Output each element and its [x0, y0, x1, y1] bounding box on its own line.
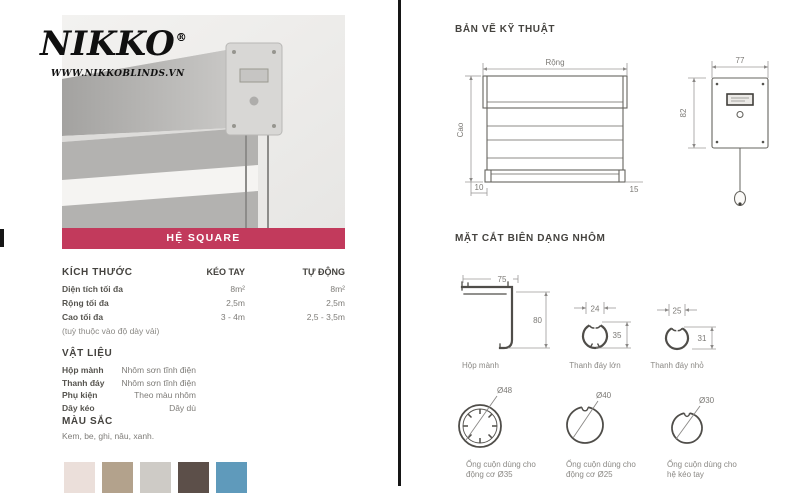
materials-title: VẬT LIỆU [62, 348, 113, 359]
material-row [62, 389, 196, 402]
side-dim-82: 82 [679, 108, 688, 118]
dimensions-title: KÍCH THƯỚC [62, 267, 133, 278]
tube-48 [459, 405, 501, 447]
profile-thanh-day-nho [666, 328, 688, 349]
profile-hop-manh [462, 282, 512, 348]
dim-25: 25 [672, 306, 682, 316]
swatch-ghi [140, 462, 171, 493]
dim-35: 35 [612, 331, 622, 340]
row-auto-value: 2,5 - 3,5m [306, 312, 345, 322]
swatch-xanh [216, 462, 247, 493]
side-dim-77: 77 [735, 56, 745, 65]
tube-caption-line1: Ống cuộn dùng cho [667, 460, 737, 469]
profiles-title: MẶT CẮT BIÊN DẠNG NHÔM [455, 233, 606, 244]
material-value: Dây dù [169, 402, 196, 413]
profile-caption: Thanh đáy lớn [569, 361, 621, 370]
dim-d48: Ø48 [497, 386, 513, 395]
row-auto-value: 2,5m [326, 298, 345, 308]
row-auto-value: 8m² [330, 284, 345, 294]
profile-thanh-day-lon-dims [574, 302, 631, 348]
page-edge-mark [0, 229, 4, 247]
tube-caption-line2: hệ kéo tay [667, 470, 704, 479]
material-row [62, 377, 196, 390]
dim-24: 24 [590, 304, 600, 314]
tube-caption-line1: Ống cuộn dùng cho [466, 460, 536, 469]
material-value: Theo màu nhôm [134, 390, 196, 400]
front-height-label: Cao [456, 122, 465, 138]
front-view-dimensions [465, 63, 643, 196]
front-view [483, 76, 627, 182]
brand-name: NIKKO [40, 24, 175, 64]
tube-caption-line2: động cơ Ø35 [466, 470, 513, 479]
profile-caption: Thanh đáy nhỏ [650, 361, 704, 370]
dim-80: 80 [533, 316, 542, 325]
technical-drawing [450, 50, 790, 210]
section-divider [398, 0, 401, 486]
tube-cross-sections [450, 380, 790, 495]
table-row [62, 296, 345, 310]
table-row [62, 282, 345, 296]
front-dim-15: 15 [629, 185, 639, 194]
row-manual-value: 3 - 4m [220, 312, 245, 322]
color-swatches [64, 462, 247, 493]
dim-d30: Ø30 [699, 396, 715, 405]
profile-thanh-day-lon [583, 325, 607, 348]
colors-description: Kem, be, ghi, nâu, xanh. [62, 431, 155, 441]
row-manual-value: 8m² [230, 284, 245, 294]
column-auto: TỰ ĐỘNG [302, 267, 345, 277]
material-label: Phụ kiện [62, 390, 98, 400]
dim-d40: Ø40 [596, 391, 612, 400]
registered-mark: ® [175, 31, 187, 44]
brand-logo [40, 24, 187, 64]
profile-cross-sections [450, 262, 790, 374]
material-value: Nhôm sơn tĩnh điện [121, 377, 196, 388]
material-value: Nhôm sơn tĩnh điện [121, 365, 196, 375]
tube-caption-line2: động cơ Ø25 [566, 470, 613, 479]
material-label: Hộp mành [62, 365, 104, 375]
dimensions-note: (tuỳ thuộc vào độ dày vải) [62, 326, 160, 336]
end-cap [226, 43, 282, 135]
row-manual-value: 2,5m [226, 298, 245, 308]
tube-caption-line1: Ống cuộn dùng cho [566, 460, 636, 469]
row-label: Rộng tối đa [62, 298, 109, 308]
materials-section [62, 348, 196, 414]
table-row [62, 310, 345, 324]
swatch-kem [64, 462, 95, 493]
swatch-nau [178, 462, 209, 493]
profile-caption: Hộp mành [462, 361, 499, 370]
dim-75: 75 [497, 275, 507, 284]
row-label: Cao tối đa [62, 312, 104, 322]
material-row [62, 364, 196, 377]
front-dim-10: 10 [474, 183, 484, 192]
brand-website: WWW.NIKKOBLINDS.VN [51, 69, 185, 79]
colors-title: MÀU SẮC [62, 416, 113, 427]
dim-31: 31 [697, 334, 707, 343]
side-view [712, 78, 768, 206]
material-label: Thanh đáy [62, 377, 105, 388]
tube-40 [567, 407, 603, 443]
material-row [62, 402, 196, 415]
front-width-label: Rộng [545, 58, 565, 67]
row-label: Diện tích tối đa [62, 284, 123, 294]
dimensions-table [62, 267, 345, 338]
product-banner: HỆ SQUARE [62, 228, 345, 249]
swatch-be [102, 462, 133, 493]
colors-section [62, 416, 154, 441]
technical-drawing-title: BẢN VẼ KỸ THUẬT [455, 24, 556, 35]
column-manual: KÉO TAY [206, 267, 245, 277]
material-label: Dây kéo [62, 402, 95, 413]
